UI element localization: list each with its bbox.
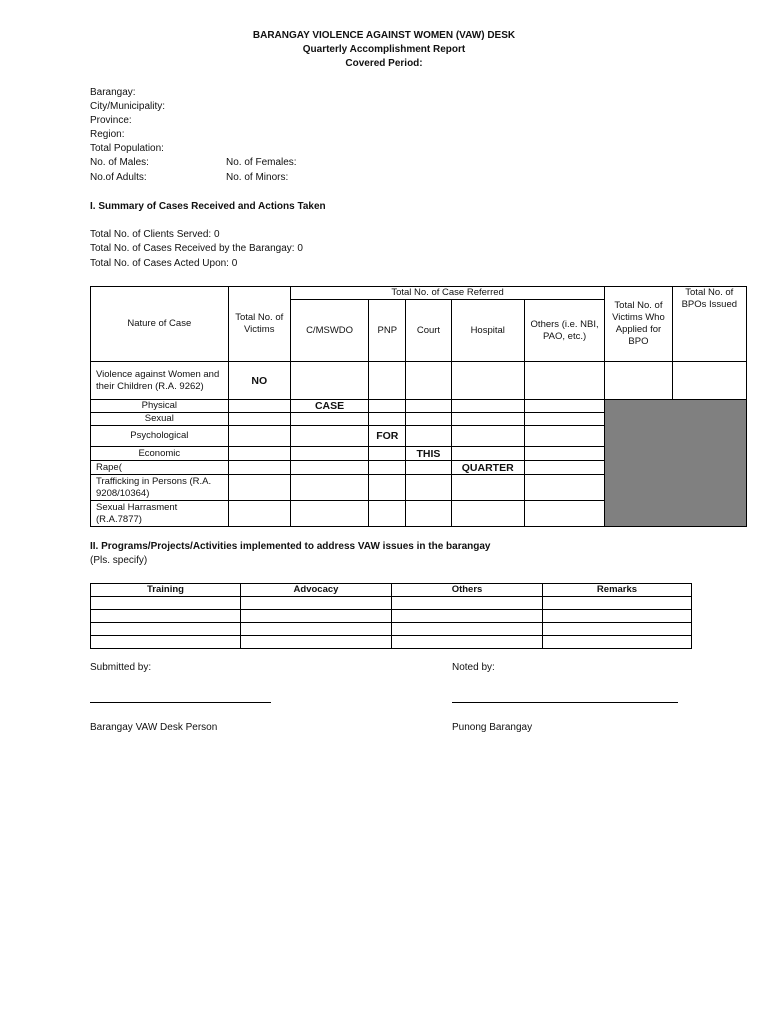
header-court: Court (406, 300, 451, 362)
case-summary-table (90, 286, 747, 527)
table-cell (543, 597, 692, 610)
table-cell (290, 461, 368, 475)
report-subtitle: Quarterly Accomplishment Report (302, 44, 466, 55)
header-bpo-issued: Total No. of BPOs Issued (672, 287, 746, 362)
table-cell (672, 362, 746, 400)
header-hospital: Hospital (451, 300, 524, 362)
table-cell (91, 623, 241, 636)
header-remarks: Remarks (543, 584, 692, 597)
covered-period-label: Covered Period: (345, 58, 423, 69)
table-cell (605, 362, 672, 400)
table-cell (369, 362, 406, 400)
table-cell (228, 447, 290, 461)
table-cell (524, 475, 604, 501)
header-training: Training (91, 584, 241, 597)
row-label-economic: Economic (91, 447, 229, 461)
table-cell (369, 413, 406, 426)
clients-served: Total No. of Clients Served: 0 (90, 229, 220, 240)
table-cell (406, 501, 451, 527)
row-label-harassment: Sexual Harrasment (R.A.7877) (91, 501, 229, 527)
table-cell (451, 426, 524, 447)
table-cell (241, 610, 392, 623)
table-cell (228, 475, 290, 501)
overlay-no: NO (228, 362, 290, 400)
report-title: BARANGAY VIOLENCE AGAINST WOMEN (VAW) DESK (252, 30, 516, 41)
header-cmswdo: C/MSWDO (290, 300, 368, 362)
header-bpo-applied: Total No. of Victims Who Applied for BPO (605, 287, 672, 362)
header-others: Others (392, 584, 543, 597)
header-nature-of-case: Nature of Case (91, 287, 229, 362)
header-total-victims: Total No. of Victims (228, 287, 290, 362)
overlay-for: FOR (369, 426, 406, 447)
table-cell (392, 636, 543, 649)
cases-acted: Total No. of Cases Acted Upon: 0 (90, 258, 238, 269)
table-cell (524, 426, 604, 447)
table-cell (406, 413, 451, 426)
section2-title: II. Programs/Projects/Activities implemented to address VAW issues in the barangay (90, 541, 491, 552)
submitter-signature-line (90, 702, 271, 703)
table-cell (91, 636, 241, 649)
submitted-by-label: Submitted by: (90, 662, 152, 673)
header-pnp: PNP (369, 300, 406, 362)
noter-signature-line (452, 702, 678, 703)
population-label: Total Population: (90, 143, 164, 154)
header-case-referred: Total No. of Case Referred (290, 287, 604, 300)
table-cell (392, 623, 543, 636)
table-cell (392, 610, 543, 623)
table-cell (91, 610, 241, 623)
table-cell (290, 475, 368, 501)
table-cell (241, 623, 392, 636)
table-cell (524, 362, 604, 400)
noter-role: Punong Barangay (452, 722, 533, 733)
table-cell (451, 362, 524, 400)
province-label: Province: (90, 115, 132, 126)
cases-received: Total No. of Cases Received by the Barangay: 0 (90, 243, 303, 254)
table-cell (524, 447, 604, 461)
table-cell (406, 461, 451, 475)
table-cell (392, 597, 543, 610)
overlay-case: CASE (290, 400, 368, 413)
row-label-physical: Physical (91, 400, 229, 413)
overlay-quarter: QUARTER (451, 461, 524, 475)
table-cell (451, 501, 524, 527)
table-cell (228, 501, 290, 527)
table-cell (543, 610, 692, 623)
submitter-role: Barangay VAW Desk Person (90, 722, 218, 733)
table-cell (451, 475, 524, 501)
minors-label: No. of Minors: (226, 172, 289, 183)
table-cell (369, 461, 406, 475)
table-cell (290, 362, 368, 400)
section2-note: (Pls. specify) (90, 555, 148, 566)
programs-table (90, 583, 692, 649)
header-advocacy: Advocacy (241, 584, 392, 597)
females-label: No. of Females: (226, 157, 297, 168)
table-cell (241, 636, 392, 649)
row-label-psychological: Psychological (91, 426, 229, 447)
table-cell (290, 447, 368, 461)
table-cell (91, 597, 241, 610)
table-cell (451, 400, 524, 413)
table-cell (543, 636, 692, 649)
table-cell (369, 400, 406, 413)
shaded-block (605, 400, 747, 527)
row-label-trafficking: Trafficking in Persons (R.A. 9208/10364) (91, 475, 229, 501)
table-cell (451, 447, 524, 461)
table-cell (451, 413, 524, 426)
table-cell (369, 501, 406, 527)
table-cell (369, 447, 406, 461)
row-label-rape: Rape( (91, 461, 229, 475)
table-cell (369, 475, 406, 501)
males-label: No. of Males: (90, 157, 149, 168)
table-cell (524, 413, 604, 426)
table-cell (228, 413, 290, 426)
city-label: City/Municipality: (90, 101, 166, 112)
table-cell (290, 501, 368, 527)
table-cell (241, 597, 392, 610)
table-cell (543, 623, 692, 636)
table-cell (524, 400, 604, 413)
table-cell (524, 501, 604, 527)
overlay-this: THIS (406, 447, 451, 461)
table-cell (290, 426, 368, 447)
table-cell (290, 413, 368, 426)
table-cell (228, 461, 290, 475)
table-cell (228, 400, 290, 413)
row-label-sexual: Sexual (91, 413, 229, 426)
row-label-vawc: Violence against Women and their Children (R.A. 9262) (91, 362, 229, 400)
adults-label: No.of Adults: (90, 172, 147, 183)
table-cell (228, 426, 290, 447)
table-cell (406, 400, 451, 413)
header-others: Others (i.e. NBI, PAO, etc.) (524, 300, 604, 362)
barangay-label: Barangay: (90, 87, 136, 98)
table-cell (406, 475, 451, 501)
table-cell (406, 426, 451, 447)
section1-title: I. Summary of Cases Received and Actions Taken (90, 201, 326, 212)
region-label: Region: (90, 129, 125, 140)
table-cell (524, 461, 604, 475)
noted-by-label: Noted by: (452, 662, 495, 673)
table-cell (406, 362, 451, 400)
